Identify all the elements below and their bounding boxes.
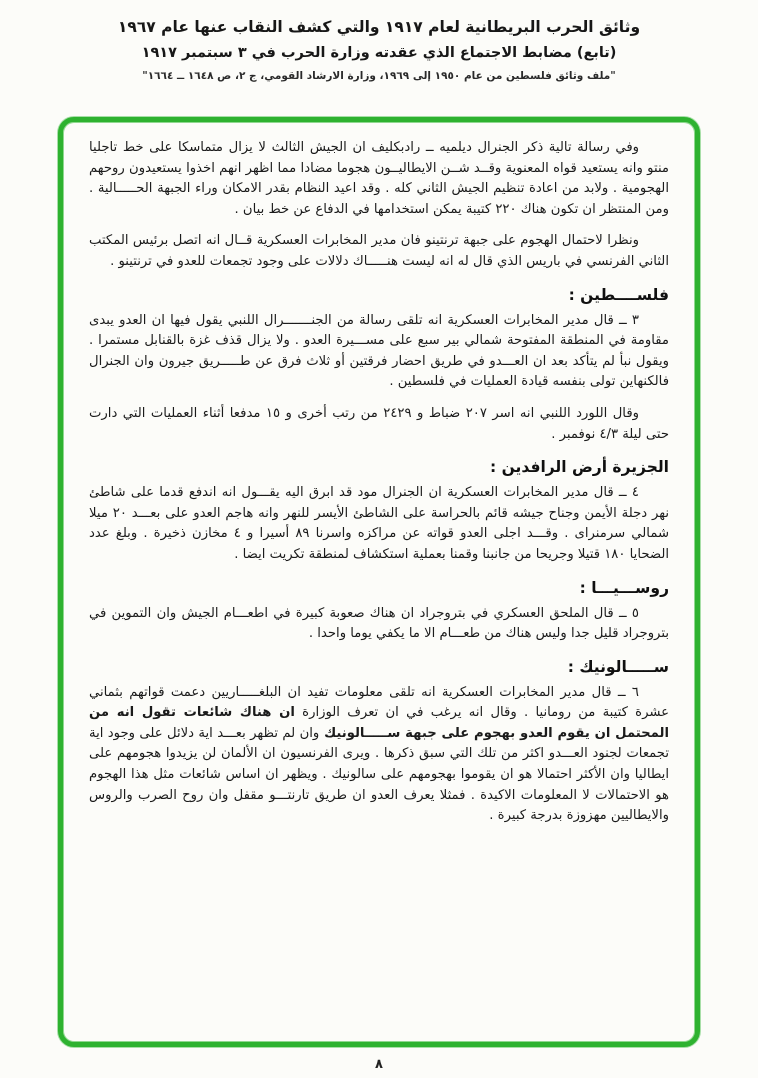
header-title: وثائق الحرب البريطانية لعام ١٩١٧ والتي كشف النقاب عنها عام ١٩٦٧ xyxy=(117,18,641,36)
paragraph-allenby-prisoners: وقال اللورد اللنبي انه اسر ٢٠٧ ضباط و ٢٤٢٩ من رتب أخرى و ١٥ مدفعا أثناء العمليات التي دارت حتى ليلة ٤/٣ نوفمبر . xyxy=(89,405,669,442)
page-header xyxy=(0,0,758,82)
salonika-text-start: ٦ ــ قال مدير المخابرات العسكرية انه تلقى معلومات تفيد ان البلغـــــاريين دعمت قواتهم بثماني عشرة كتيبة من رومانيا . وقال انه يرغب في ان تعرف الوزارة xyxy=(89,684,669,721)
section-heading-palestine: فلســــطين : xyxy=(568,285,669,304)
paragraph-trentino: ونظرا لاحتمال الهجوم على جبهة ترنتينو فان مدير المخابرات العسكرية قــال انه اتصل برئيس المكتب الثاني الفرنسي في باريس الذي قال له انه ليست هنـــــاك دلالات على وجود تجمعات للعدو في ترنتينو . xyxy=(89,233,669,269)
paragraph-opening: وفي رسالة تالية ذكر الجنرال ديلميه ــ رادبكليف ان الجيش الثالث لا يزال متماسكا على خط تاجليا منتو وانه يستعيد قواه المعنوية وقــد شــن الايطاليــون هجوما مضادا مما اظهر انهم اخذوا يستعيدون روحهم الهجومية . ولابد من اعادة تنظيم الجيش الثاني كله . وقد اعيد النظام بقدر الامكان وراء الجبهة الحـــــالية . ومن المنتظر ان تكون هناك ٢٢٠ كتيبة يمكن استخدامها في الدفاع عن خط بيان . xyxy=(89,140,669,217)
paragraph-salonika-report xyxy=(89,683,669,827)
section-heading-mesopotamia: الجزيرة أرض الرافدين : xyxy=(490,458,669,477)
paragraph-allenby-message: ٣ ــ قال مدير المخابرات العسكرية انه تلقى رسالة من الجنـــــــرال اللنبي يقول فيها ان العدو يبدى مقاومة في المنطقة المفتوحة شمالي بير سبع على مســـيرة العدو . ولا يزال قذف غزة بالقنابل مستمرا . ويقول نبأ لم يتأكد بعد ان العـــدو في طريق احضار فرقتين أو ثلاث فرق عن طـــــريق جيرون وان الجنرال فالكنهاين تولى بنفسه قيادة العمليات في فلسطين . xyxy=(89,312,669,390)
paragraph-maude-report: ٤ ــ قال مدير المخابرات العسكرية ان الجنرال مود قد ابرق اليه يقـــول انه اندفع قدما على شاطئ نهر دجلة الأيمن وجناح جيشه قائم بالحراسة على الشاطئ الأيسر للنهر وانه هاجم العدو على بعـــد ٢٠ ميلا شمالي سرمنراى . وقـــد اجلى العدو قواته عن مراكزه واسرنا ٨٩ أسيرا و ٤ مخازن ذخيرة . وبلغ عدد الضحايا ١٨٠ قتيلا وجريحا من جانبنا وقمنا بعملية استكشاف لمنطقة تكريت ايضا . xyxy=(89,485,670,562)
section-heading-salonika: ســـــالونيك : xyxy=(567,657,669,676)
green-content-frame xyxy=(58,117,700,1047)
page-number: ٨ xyxy=(375,1057,383,1072)
salonika-text-bold-rumor: ان هناك شائعات تقول انه من المحتمل ان يقوم العدو بهجوم على جبهة ســـــالونيك xyxy=(89,705,669,741)
salonika-text-end: وان لم تظهر بعـــد اية دلائل على وجود اية تجمعات لجنود العـــدو اكثر من تلك التي سبق ذكرها . ويرى الفرنسيون ان الألمان لن يزيدوا هجومهم على ايطاليا وان الأكثر احتمالا هو ان يقوموا بهجومهم على سالونيك . ويظهر ان اساس شائعات مثل هذا الهجوم هو الاحتمالات لا المعلومات الاكيدة . فمثلا يعرف العدو ان طريق تارنتـــو مقفل وان روح الصرب والروس والايطاليين مهزوزة بدرجة كبيرة . xyxy=(89,725,669,824)
paragraph-petrograd-food: ٥ ــ قال الملحق العسكري في بتروجراد ان هناك صعوبة كبيرة في اطعـــام الجيش وان التموين في بتروجراد قليل جدا وليس هناك من طعـــام الا ما يكفي يوما واحدا . xyxy=(89,605,669,642)
header-source-citation: "ملف وثائق فلسطين من عام ١٩٥٠ إلى ١٩٦٩، وزارة الارشاد القومي، ج ٢، ص ١٦٤٨ ــ ١٦٦٤" xyxy=(142,70,616,82)
section-heading-russia: روســـيـــا : xyxy=(579,578,669,597)
header-subtitle: (تابع) مضابط الاجتماع الذي عقدته وزارة الحرب في ٣ سبتمبر ١٩١٧ xyxy=(141,45,617,61)
